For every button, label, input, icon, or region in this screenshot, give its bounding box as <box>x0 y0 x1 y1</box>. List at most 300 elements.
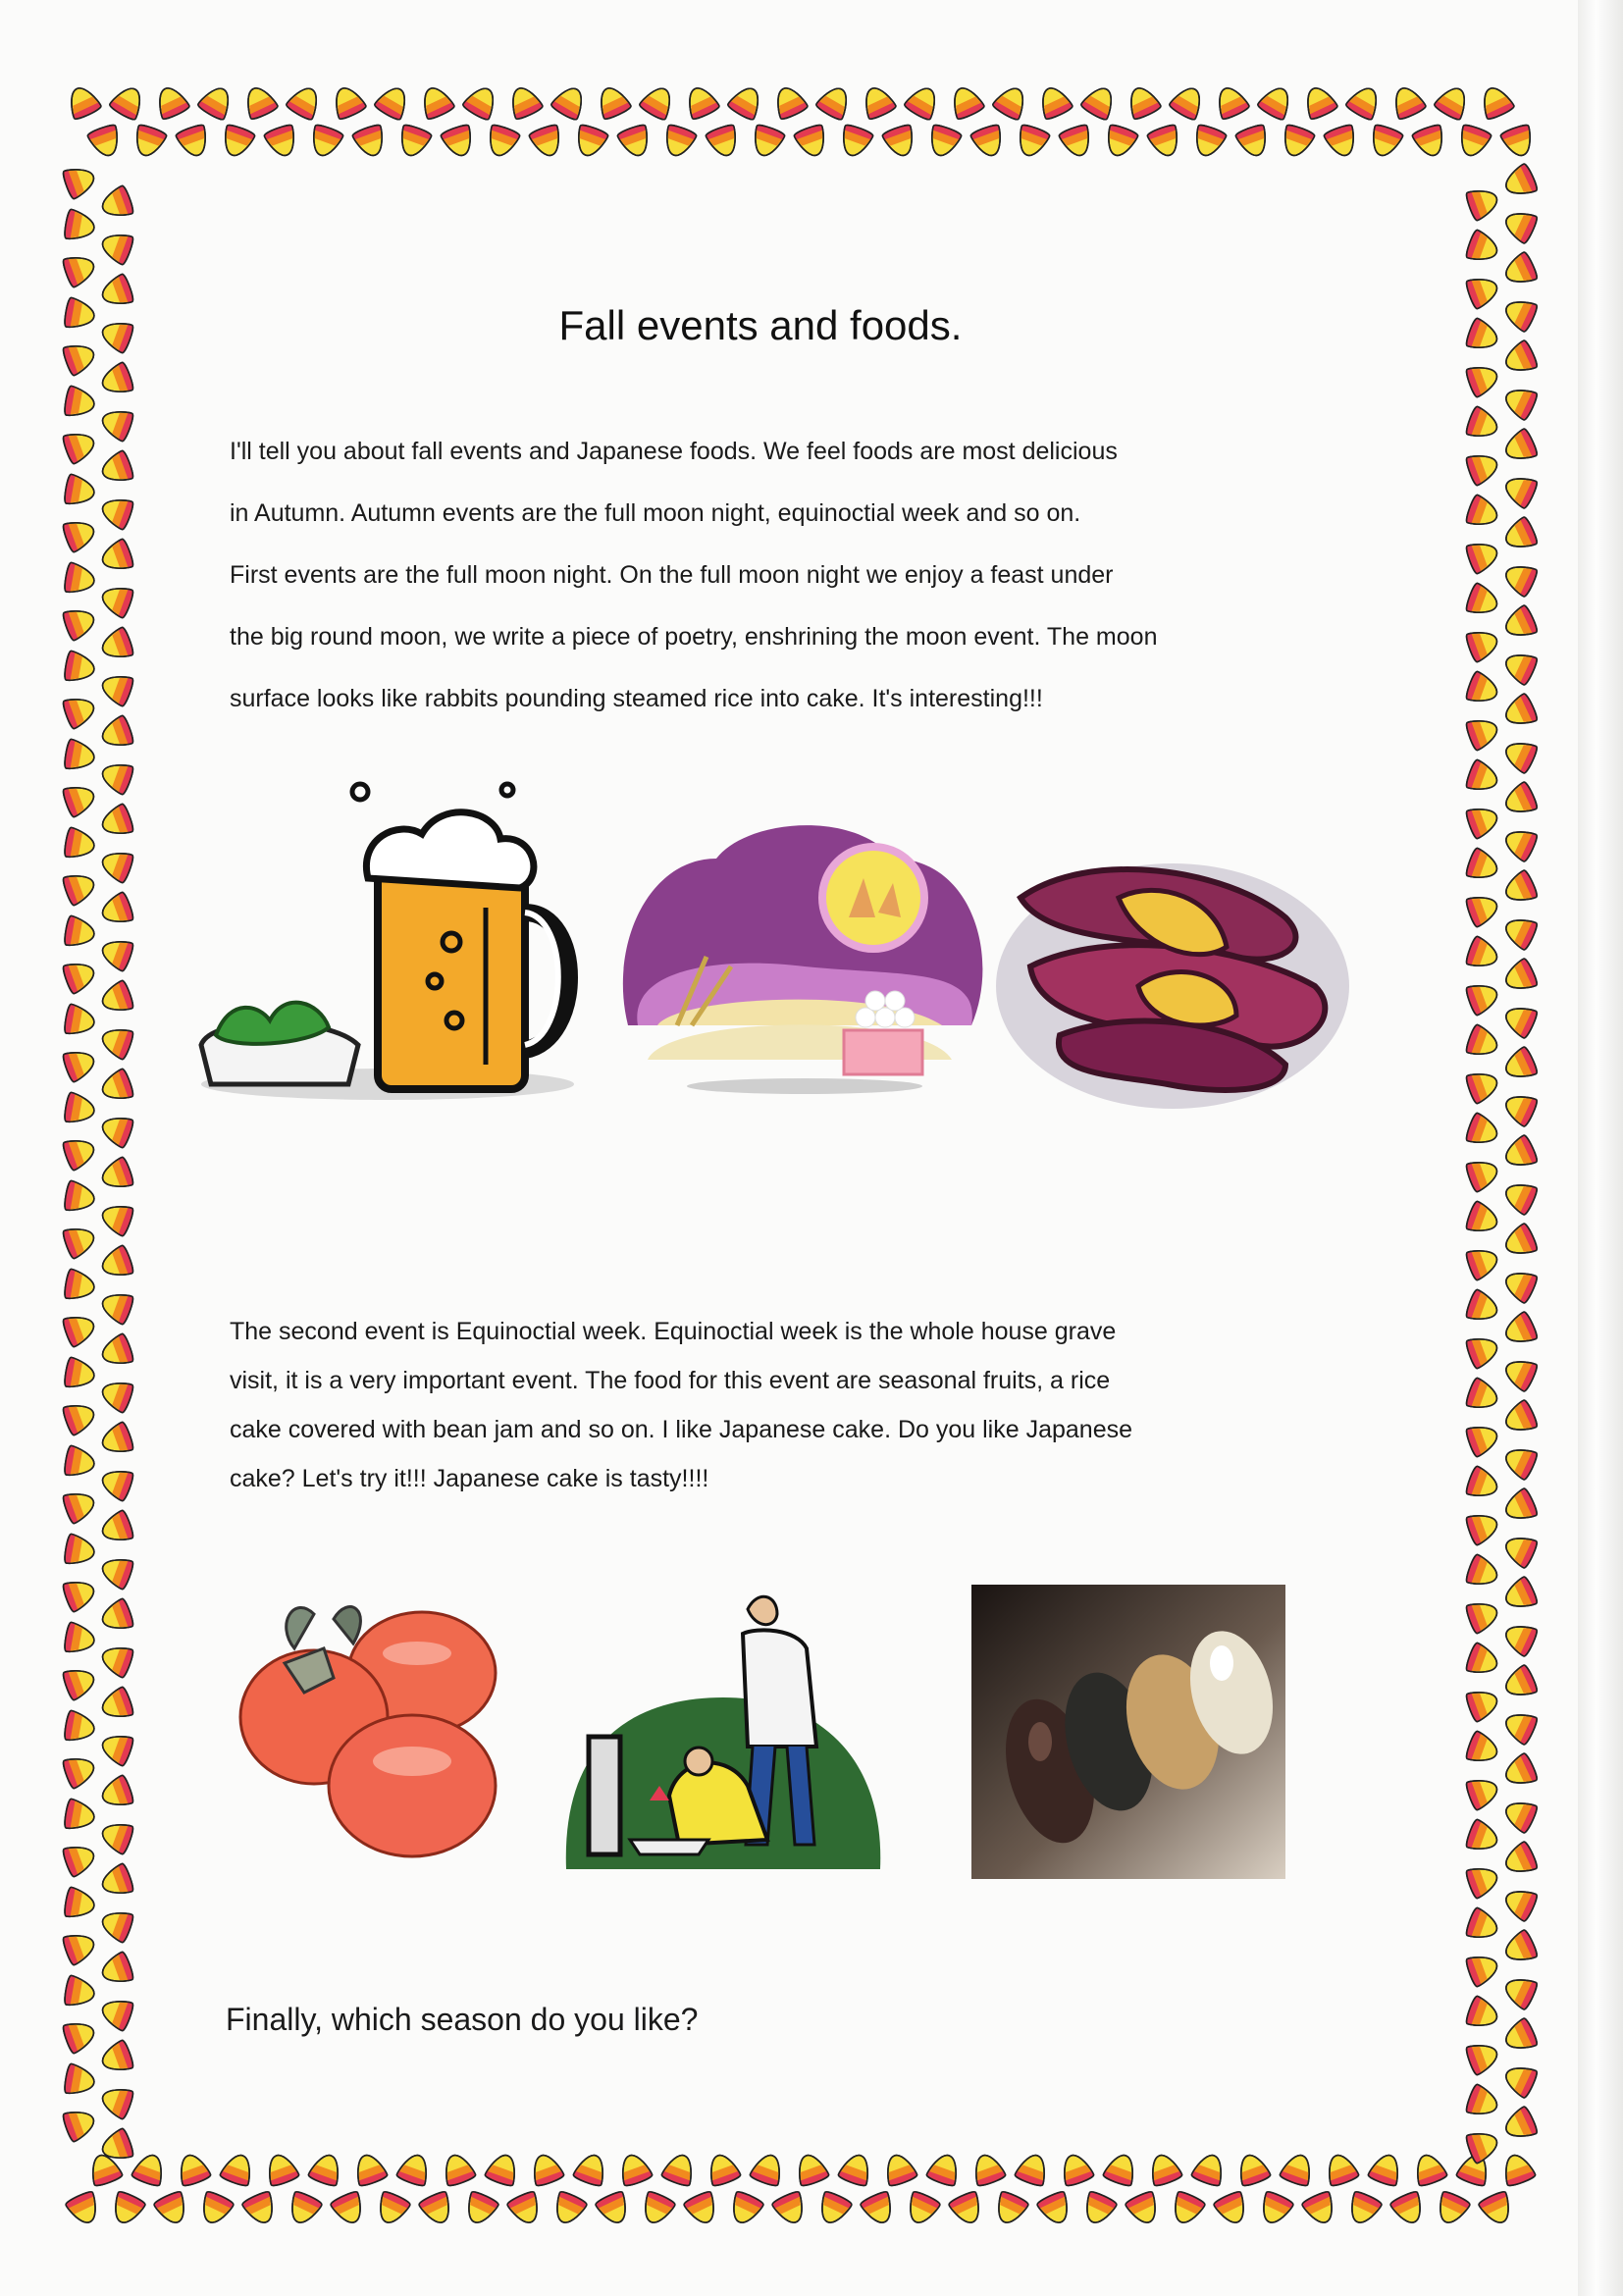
candy-corn-icon <box>462 82 501 122</box>
candy-corn-icon <box>64 827 97 861</box>
candy-corn-icon <box>639 82 678 122</box>
candy-corn-icon <box>98 1597 135 1635</box>
candy-corn-icon <box>1057 2151 1094 2188</box>
candy-corn-icon <box>1500 1929 1539 1967</box>
candy-corn-icon <box>1465 713 1502 751</box>
candy-corn-icon <box>1465 494 1502 531</box>
candy-corn-icon <box>1500 1664 1539 1702</box>
candy-corn-icon <box>1465 405 1502 443</box>
candy-corn-icon <box>792 2151 829 2188</box>
candy-corn-icon <box>860 2190 898 2228</box>
candy-corn-icon <box>1465 670 1502 707</box>
candy-corn-icon <box>925 2151 963 2188</box>
candy-corn-icon <box>1500 1619 1539 1657</box>
candy-corn-icon <box>1465 1200 1502 1237</box>
candy-corn-icon <box>1233 2151 1271 2188</box>
candy-corn-icon <box>286 82 325 122</box>
candy-corn-icon <box>1465 1155 1502 1192</box>
candy-corn-icon <box>98 1641 135 1678</box>
candy-corn-icon <box>62 162 99 199</box>
candy-corn-icon <box>98 934 135 971</box>
candy-corn-icon <box>329 82 367 121</box>
paragraph-line: visit, it is a very important event. The food for this event are seasonal fruits, a rice <box>230 1367 1111 1394</box>
candy-corn-icon <box>86 124 124 161</box>
candy-corn-icon <box>1500 428 1539 466</box>
candy-corn-icon <box>948 2190 986 2228</box>
candy-corn-icon <box>98 979 135 1017</box>
candy-corn-icon <box>98 538 135 575</box>
candy-corn-icon <box>98 1199 135 1236</box>
candy-corn-icon <box>62 1133 99 1171</box>
candy-corn-icon <box>1500 516 1539 554</box>
candy-corn-icon <box>1500 913 1539 951</box>
candy-corn-icon <box>98 846 135 883</box>
candy-corn-icon <box>62 2105 99 2142</box>
candy-corn-icon <box>924 124 962 161</box>
candy-corn-icon <box>1500 958 1539 996</box>
paragraph-line: in Autumn. Autumn events are the full moon night, equinoctial week and so on. <box>230 499 1081 527</box>
candy-corn-icon <box>1465 1773 1502 1810</box>
candy-corn-icon <box>62 603 99 641</box>
candy-corn-icon <box>1500 648 1539 686</box>
candy-corn-icon <box>1035 82 1073 121</box>
candy-corn-icon <box>1500 1531 1539 1569</box>
candy-corn-icon <box>98 361 135 398</box>
candy-corn-icon <box>62 515 99 552</box>
candy-corn-icon <box>1058 124 1095 161</box>
candy-corn-icon <box>572 2151 609 2188</box>
candy-corn-icon <box>1465 1420 1502 1457</box>
candy-corn-icon <box>1500 1311 1539 1349</box>
candy-corn-icon <box>1465 1861 1502 1899</box>
candy-corn-icon <box>1433 2190 1471 2228</box>
candy-corn-icon <box>1256 2190 1294 2228</box>
candy-corn-icon <box>98 1905 135 1943</box>
candy-corn-icon <box>1500 1046 1539 1084</box>
candy-corn-icon <box>98 1022 135 1060</box>
candy-corn-icon <box>659 124 697 161</box>
candy-corn-icon <box>726 2190 764 2228</box>
candy-corn-icon <box>1189 124 1227 161</box>
candy-corn-icon <box>1500 339 1539 378</box>
candy-corn-icon <box>1500 1796 1539 1834</box>
candy-corn-icon <box>62 1928 99 1965</box>
candy-corn-icon <box>1213 2190 1251 2228</box>
candy-corn-icon <box>770 82 809 121</box>
candy-corn-icon <box>64 1180 97 1215</box>
candy-corn-icon <box>1500 1487 1539 1526</box>
candy-corn-icon <box>705 124 742 161</box>
candy-corn-icon <box>1344 2190 1383 2228</box>
candy-corn-icon <box>98 1774 135 1811</box>
candy-corn-icon <box>64 1269 97 1303</box>
candy-corn-icon <box>62 250 99 287</box>
candy-corn-icon <box>197 82 236 122</box>
candy-corn-icon <box>1465 802 1502 839</box>
candy-corn-icon <box>62 957 99 994</box>
candy-corn-icon <box>1465 537 1502 574</box>
candy-corn-icon <box>594 82 632 121</box>
candy-corn-icon <box>62 1398 99 1435</box>
candy-corn-icon <box>351 124 389 161</box>
candy-corn-icon <box>1465 1596 1502 1634</box>
candy-corn-icon <box>1465 360 1502 397</box>
candy-corn-icon <box>550 82 590 122</box>
candy-corn-icon <box>1234 124 1272 161</box>
candy-corn-icon <box>1500 1134 1539 1173</box>
candy-corn-icon <box>1500 1707 1539 1746</box>
candy-corn-icon <box>153 2190 191 2228</box>
candy-corn-icon <box>98 669 135 706</box>
candy-corn-icon <box>1500 1089 1539 1127</box>
candy-corn-icon <box>98 1994 135 2031</box>
candy-corn-icon <box>1257 82 1296 122</box>
candy-corn-icon <box>969 2151 1006 2188</box>
candy-corn-icon <box>1500 1576 1539 1614</box>
candy-corn-icon <box>98 1862 135 1900</box>
candy-corn-icon <box>98 184 135 222</box>
candy-corn-icon <box>1366 124 1403 161</box>
candy-corn-icon <box>62 1310 99 1347</box>
candy-corn-icon <box>947 82 985 121</box>
candy-corn-icon <box>1465 890 1502 927</box>
candy-corn-icon <box>1465 1377 1502 1414</box>
candy-corn-icon <box>1465 2083 1502 2120</box>
candy-corn-icon <box>330 2190 368 2228</box>
candy-corn-icon <box>1500 2061 1539 2099</box>
candy-corn-icon <box>1465 317 1502 354</box>
candy-corn-icon <box>64 1004 97 1038</box>
candy-corn-icon <box>130 124 167 161</box>
candy-corn-icon <box>62 1222 99 1259</box>
candy-corn-icon <box>1389 2190 1428 2228</box>
candy-corn-icon <box>1036 2190 1074 2228</box>
candy-corn-icon <box>62 780 99 817</box>
paragraph-line: cake? Let's try it!!! Japanese cake is tasty!!!! <box>230 1465 709 1492</box>
candy-corn-icon <box>240 82 279 121</box>
candy-corn-icon <box>1500 693 1539 731</box>
candy-corn-icon <box>1465 1730 1502 1767</box>
candy-corn-icon <box>1500 824 1539 862</box>
ohagi-rice-cakes-icon <box>971 1585 1285 1879</box>
moon-viewing-rabbit-icon <box>608 800 991 1094</box>
grave-visit-icon <box>561 1590 885 1874</box>
candy-corn-icon <box>64 1534 97 1568</box>
candy-corn-icon <box>263 124 300 161</box>
candy-corn-icon <box>196 2190 235 2228</box>
candy-corn-icon <box>1465 1508 1502 1545</box>
paragraph-line: I'll tell you about fall events and Japanese foods. We feel foods are most delicious <box>230 438 1118 465</box>
paragraph-line: cake covered with bean jam and so on. I like Japanese cake. Do you like Japanese <box>230 1416 1132 1443</box>
candy-corn-icon <box>1454 124 1492 161</box>
candy-corn-icon <box>64 739 97 773</box>
candy-corn-icon <box>1465 1818 1502 1855</box>
candy-corn-icon <box>969 124 1007 161</box>
candy-corn-icon <box>98 803 135 840</box>
candy-corn-icon <box>1279 2151 1316 2188</box>
candy-corn-icon <box>1500 383 1539 421</box>
candy-corn-icon <box>64 1887 97 1921</box>
candy-corn-icon <box>306 124 343 161</box>
candy-corn-icon <box>992 82 1031 122</box>
candy-corn-icon <box>1465 448 1502 486</box>
candy-corn-icon <box>98 1287 135 1325</box>
candy-corn-icon <box>262 2151 299 2188</box>
candy-corn-icon <box>1465 582 1502 619</box>
candy-corn-icon <box>748 124 785 161</box>
candy-corn-icon <box>1465 1243 1502 1280</box>
candy-corn-icon <box>440 124 477 161</box>
candy-corn-icon <box>175 124 212 161</box>
candy-corn-icon <box>64 1975 97 2009</box>
candy-corn-icon <box>615 2151 653 2188</box>
candy-corn-icon <box>1465 1067 1502 1104</box>
candy-corn-icon <box>1465 1685 1502 1722</box>
candy-corn-icon <box>98 1951 135 1988</box>
candy-corn-icon <box>64 474 97 508</box>
candy-corn-icon <box>65 2190 103 2228</box>
candy-corn-icon <box>1500 1884 1539 1922</box>
candy-corn-icon <box>1500 294 1539 333</box>
candy-corn-icon <box>98 493 135 530</box>
candy-corn-icon <box>417 82 455 121</box>
candy-corn-icon <box>1080 82 1120 122</box>
candy-corn-icon <box>62 1840 99 1877</box>
candy-corn-icon <box>64 1710 97 1745</box>
candy-corn-icon <box>1411 124 1448 161</box>
candy-corn-icon <box>1500 163 1539 201</box>
candy-corn-icon <box>505 82 544 121</box>
candy-corn-icon <box>1500 1001 1539 1039</box>
candy-corn-icon <box>1500 1177 1539 1216</box>
candy-corn-icon <box>152 82 190 121</box>
candy-corn-icon <box>749 2151 786 2188</box>
candy-corn-icon <box>62 339 99 376</box>
candy-corn-icon <box>1278 124 1315 161</box>
candy-corn-icon <box>1101 124 1138 161</box>
candy-corn-icon <box>815 82 855 122</box>
beer-mug-and-edamame-icon <box>191 770 584 1104</box>
candy-corn-icon <box>1500 1442 1539 1481</box>
candy-corn-icon <box>660 2151 698 2188</box>
candy-corn-icon <box>859 82 897 121</box>
candy-corn-icon <box>98 714 135 752</box>
candy-corn-icon <box>1145 2151 1182 2188</box>
candy-corn-icon <box>1102 2151 1139 2188</box>
candy-corn-icon <box>1124 82 1162 121</box>
candy-corn-icon <box>528 124 565 161</box>
candy-corn-icon <box>527 2151 564 2188</box>
candy-corn-icon <box>484 2151 521 2188</box>
candy-corn-icon <box>880 2151 917 2188</box>
candy-corn-icon <box>704 2151 741 2188</box>
candy-corn-icon <box>1465 1950 1502 1987</box>
candy-corn-icon <box>98 316 135 353</box>
candy-corn-icon <box>62 1575 99 1612</box>
candy-corn-icon <box>550 2190 588 2228</box>
candy-corn-icon <box>1465 1553 1502 1591</box>
candy-corn-icon <box>98 2039 135 2076</box>
candy-corn-icon <box>98 273 135 310</box>
paragraph-fall-events <box>230 440 1358 749</box>
candy-corn-icon <box>98 449 135 487</box>
candy-corn-icon <box>1465 1465 1502 1502</box>
candy-corn-icon <box>62 1487 99 1524</box>
candy-corn-icon <box>1500 2106 1539 2144</box>
candy-corn-icon <box>1168 2190 1206 2228</box>
candy-corn-icon <box>1500 781 1539 819</box>
candy-corn-icon <box>241 2190 280 2228</box>
candy-corn-icon <box>1345 82 1385 122</box>
candy-corn-icon <box>1146 124 1183 161</box>
paragraph-line: the big round moon, we write a piece of poetry, enshrining the moon event. The moon <box>230 623 1158 651</box>
candy-corn-icon <box>62 1045 99 1082</box>
candy-corn-icon <box>98 404 135 442</box>
candy-corn-icon <box>1465 1995 1502 2032</box>
candy-corn-icon <box>62 692 99 729</box>
candy-corn-icon <box>98 1156 135 1193</box>
candy-corn-icon <box>1465 1112 1502 1149</box>
candy-corn-icon <box>64 1357 97 1391</box>
candy-corn-icon <box>904 82 943 122</box>
candy-corn-icon <box>1477 82 1515 121</box>
candy-corn-icon <box>1301 2190 1339 2228</box>
paragraph-line: surface looks like rabbits pounding steamed rice into cake. It's interesting!!! <box>230 685 1043 712</box>
candy-corn-icon <box>1410 2151 1447 2188</box>
candy-corn-icon <box>1465 1642 1502 1679</box>
candy-corn-icon <box>219 2151 256 2188</box>
candy-corn-icon <box>64 1622 97 1656</box>
candy-corn-icon <box>1500 2017 1539 2056</box>
candy-corn-icon <box>64 2063 97 2098</box>
candy-corn-icon <box>98 626 135 663</box>
candy-corn-icon <box>1465 1906 1502 1944</box>
candy-corn-icon <box>1323 124 1360 161</box>
candy-corn-icon <box>793 124 830 161</box>
candy-corn-icon <box>1500 1972 1539 2010</box>
candy-corn-icon <box>1465 229 1502 266</box>
candy-corn-icon <box>1465 978 1502 1016</box>
candy-corn-icon <box>1500 471 1539 509</box>
candy-corn-icon <box>98 1244 135 1281</box>
candy-corn-icon <box>1500 1399 1539 1437</box>
candy-corn-icon <box>174 2151 211 2188</box>
candy-corn-icon <box>64 915 97 950</box>
candy-corn-icon <box>98 1464 135 1501</box>
candy-corn-icon <box>64 386 97 420</box>
candy-corn-icon <box>616 124 654 161</box>
candy-corn-icon <box>1465 1023 1502 1061</box>
candy-corn-icon <box>98 1686 135 1723</box>
candy-corn-icon <box>1500 1223 1539 1261</box>
candy-corn-icon <box>285 2190 323 2228</box>
candy-corn-icon <box>682 82 720 121</box>
page-title: Fall events and foods. <box>558 302 963 348</box>
candy-corn-icon <box>1500 559 1539 598</box>
candy-corn-icon <box>683 2190 721 2228</box>
candy-corn-icon <box>62 1663 99 1700</box>
paragraph-line: First events are the full moon night. On the full moon night we enjoy a feast under <box>230 561 1114 589</box>
candy-corn-icon <box>109 82 148 122</box>
candy-corn-icon <box>394 124 432 161</box>
candy-corn-icon <box>98 1817 135 1854</box>
candy-corn-icon <box>439 2151 476 2188</box>
candy-corn-icon <box>131 2151 168 2188</box>
candy-corn-icon <box>771 2190 810 2228</box>
candy-corn-icon <box>108 2190 146 2228</box>
candy-corn-icon <box>350 2151 388 2188</box>
candy-corn-icon <box>98 757 135 795</box>
candy-corn-icon <box>1499 124 1537 161</box>
candy-corn-icon <box>1500 736 1539 774</box>
candy-corn-icon <box>64 1799 97 1833</box>
candy-corn-icon <box>64 82 102 121</box>
candy-corn-icon <box>991 2190 1029 2228</box>
candy-corn-icon <box>836 124 873 161</box>
candy-corn-icon <box>1465 183 1502 221</box>
candy-corn-icon <box>483 124 520 161</box>
candy-corn-icon <box>98 1509 135 1546</box>
candy-corn-icon <box>1322 2151 1359 2188</box>
candy-corn-icon <box>1465 935 1502 972</box>
candy-corn-icon <box>98 2082 135 2119</box>
candy-corn-icon <box>374 82 413 122</box>
candy-corn-icon <box>1434 82 1473 122</box>
candy-corn-icon <box>98 1111 135 1148</box>
candy-corn-icon <box>307 2151 344 2188</box>
candy-corn-icon <box>64 209 97 243</box>
paragraph-equinoctial-week <box>230 1320 1358 1516</box>
candy-corn-icon <box>638 2190 676 2228</box>
candy-corn-icon <box>62 427 99 464</box>
candy-corn-icon <box>1500 1266 1539 1304</box>
candy-corn-icon <box>1465 1288 1502 1326</box>
candy-corn-icon <box>98 1729 135 1766</box>
candy-corn-icon <box>1500 251 1539 289</box>
candy-corn-icon <box>1125 2190 1163 2228</box>
candy-corn-icon <box>1190 2151 1228 2188</box>
candy-corn-icon <box>218 124 255 161</box>
candy-corn-icon <box>1478 2190 1516 2228</box>
candy-corn-icon <box>1465 847 1502 884</box>
candy-corn-icon <box>98 228 135 265</box>
candy-corn-icon <box>64 1445 97 1480</box>
candy-corn-icon <box>903 2190 941 2228</box>
candy-corn-icon <box>1500 1752 1539 1791</box>
candy-corn-icon <box>1014 2151 1051 2188</box>
candy-corn-icon <box>98 1421 135 1458</box>
candy-corn-icon <box>98 1332 135 1370</box>
candy-corn-icon <box>1500 604 1539 643</box>
candy-corn-icon <box>395 2151 433 2188</box>
candy-corn-icon <box>1300 82 1338 121</box>
candy-corn-icon <box>837 2151 874 2188</box>
candy-corn-icon <box>64 651 97 685</box>
candy-corn-icon <box>98 581 135 618</box>
candy-corn-icon <box>1169 82 1208 122</box>
candy-corn-icon <box>98 1376 135 1413</box>
candy-corn-icon <box>595 2190 633 2228</box>
candy-corn-icon <box>727 82 766 122</box>
candy-corn-icon <box>814 2190 853 2228</box>
candy-corn-icon <box>1013 124 1050 161</box>
paragraph-line: The second event is Equinoctial week. Equinoctial week is the whole house grave <box>230 1318 1117 1345</box>
candy-corn-icon <box>1212 82 1250 121</box>
candy-corn-icon <box>571 124 608 161</box>
candy-corn-icon <box>1367 2151 1404 2188</box>
candy-corn-icon <box>98 891 135 928</box>
candy-corn-icon <box>62 868 99 906</box>
